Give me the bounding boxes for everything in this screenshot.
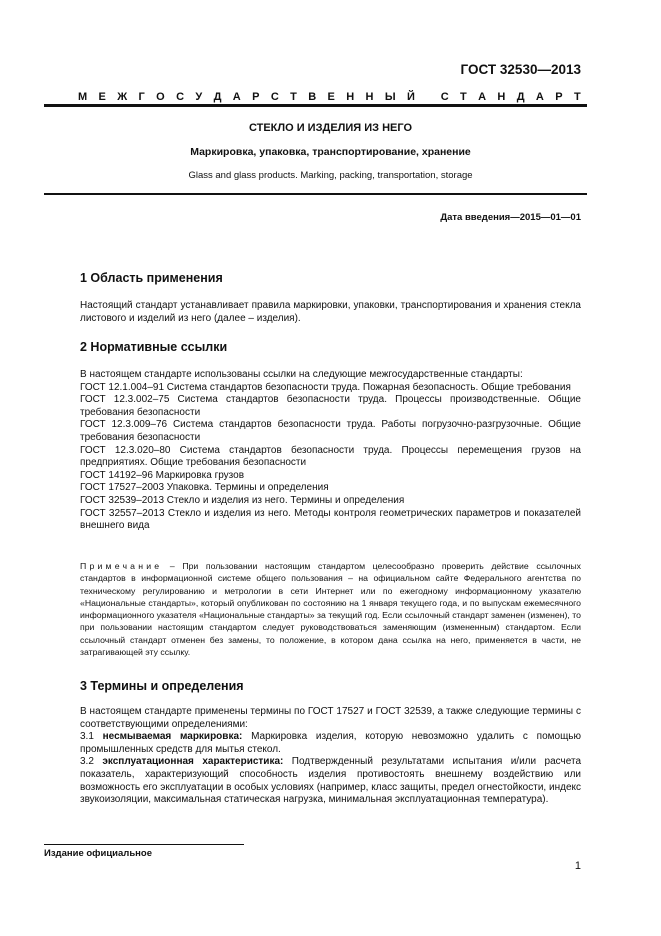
banner-letter: Н	[346, 91, 355, 103]
banner-letter: А	[535, 91, 544, 103]
banner-letter: Т	[573, 91, 581, 103]
banner-letter: Р	[555, 91, 563, 103]
banner-letter: С	[270, 91, 279, 103]
reference-item: ГОСТ 12.1.004–91 Система стандартов безопасности труда. Пожарная безопасность. Общие требования	[80, 381, 571, 393]
interstate-standard-banner	[78, 91, 581, 103]
reference-item: ГОСТ 12.3.020–80 Система стандартов безопасности труда. Процессы перемещения грузов на предприятиях. Общие требования безопасности	[80, 444, 581, 469]
section2-heading: 2 Нормативные ссылки	[80, 340, 228, 354]
page-number: 1	[574, 860, 581, 872]
term-name: эксплуатационная характеристика:	[102, 756, 284, 768]
term-number: 3.2	[80, 756, 103, 768]
banner-letter: Ы	[384, 91, 396, 103]
banner-letter: С	[176, 91, 185, 103]
banner-letter: Е	[327, 91, 335, 103]
introduction-date: Дата введения—2015—01—01	[440, 212, 581, 223]
banner-letter: Е	[98, 91, 106, 103]
section3-intro: В настоящем стандарте применены термины по ГОСТ 17527 и ГОСТ 32539, а также следующие термины с соответствующими определениями:	[80, 706, 581, 730]
term-definition: Маркировка изделия, которую невозможно удалить с помощью промышленных средств для мытья стекол.	[80, 731, 582, 755]
banner-letter: С	[440, 91, 449, 103]
term-name: несмываемая маркировка:	[102, 731, 243, 743]
section2-intro: В настоящем стандарте использованы ссылки на следующие межгосударственные стандарты:	[80, 369, 523, 380]
banner-letter	[426, 91, 429, 103]
banner-letter: Й	[407, 91, 415, 103]
banner-letter: О	[156, 91, 165, 103]
banner-letter: Р	[252, 91, 260, 103]
banner-letter: В	[308, 91, 317, 103]
section2-body	[80, 369, 581, 533]
banner-letter: У	[195, 91, 203, 103]
banner-letter: А	[478, 91, 487, 103]
header-rule	[44, 104, 587, 107]
footer-rule	[44, 844, 244, 845]
section3-body	[80, 706, 581, 807]
banner-letter: Г	[138, 91, 145, 103]
title-rule	[44, 193, 587, 195]
banner-letter: Д	[213, 91, 222, 103]
note-label: Примечание	[80, 561, 163, 571]
reference-item: ГОСТ 32557–2013 Стекло и изделия из него. Методы контроля геометрических параметров и показателей внешнего вида	[80, 507, 581, 532]
standard-code: ГОСТ 32530—2013	[460, 62, 581, 77]
section1-text	[80, 300, 581, 325]
note-text: – При пользовании настоящим стандартом целесообразно проверить действие ссылочных стандартов в информационной системе общего пользования – на официальном сайте Федерального агентства по техническому регулированию и метрологии в сети Интернет или по ежегодному информационному указателю «Национальные стандарты», который опубликован по состоянию на 1 января текущего года, и по выпускам ежемесячного информационного указателя «Национальные стандарты» за текущий год. Если ссылочный стандарт заменен (изменен), то при пользовании настоящим стандартом следует руководствоваться заменяющим (измененным) стандартом. Если ссылочный стандарт отменен без замены, то положение, в котором дана ссылка на него, применяется в части, не затрагивающей эту ссылку.	[80, 561, 581, 658]
reference-item: ГОСТ 14192–96 Маркировка грузов	[80, 469, 245, 481]
term-definition: Подтвержденный результатами испытания и/или расчета показатель, характеризующий способность изделия противостоять внешнему воздействию или возможность его эксплуатации в особых условиях (например, класс защиты, предел огнестойкости, индекс звукоизоляции, максимальная статическая нагрузка, минимальная эксплуатационная температура).	[80, 756, 581, 806]
section3-heading: 3 Термины и определения	[80, 679, 244, 693]
banner-letter: Т	[460, 91, 467, 103]
banner-letter: Ж	[117, 91, 128, 103]
document-title-english: Glass and glass products. Marking, packing, transportation, storage	[188, 170, 473, 181]
banner-letter: Т	[290, 91, 297, 103]
section1-paragraph: Настоящий стандарт устанавливает правила маркировки, упаковки, транспортирования и хранения стекла листового и изделий из него (далее – изделия).	[80, 300, 581, 324]
note-block	[80, 560, 581, 658]
reference-item: ГОСТ 32539–2013 Стекло и изделия из него. Термины и определения	[80, 494, 405, 506]
banner-letter: А	[232, 91, 241, 103]
banner-letter: Н	[365, 91, 374, 103]
reference-item: ГОСТ 12.3.002–75 Система стандартов безопасности труда. Процессы производственные. Общие требования безопасности	[80, 394, 581, 418]
banner-letter: Д	[516, 91, 525, 103]
term-3-1	[80, 731, 581, 756]
reference-item: ГОСТ 12.3.009–76 Система стандартов безопасности труда. Работы погрузочно-разгрузочные. Общие требования безопасности	[80, 419, 581, 443]
official-edition-label: Издание официальное	[44, 848, 152, 859]
section1-heading: 1 Область применения	[80, 271, 223, 285]
document-subtitle: Маркировка, упаковка, транспортирование, хранение	[190, 146, 471, 158]
banner-letter: М	[78, 91, 88, 103]
term-3-2	[80, 756, 581, 806]
document-title: СТЕКЛО И ИЗДЕЛИЯ ИЗ НЕГО	[248, 122, 413, 134]
term-number: 3.1	[80, 731, 103, 743]
reference-item: ГОСТ 17527–2003 Упаковка. Термины и определения	[80, 482, 329, 494]
banner-letter: Н	[497, 91, 506, 103]
